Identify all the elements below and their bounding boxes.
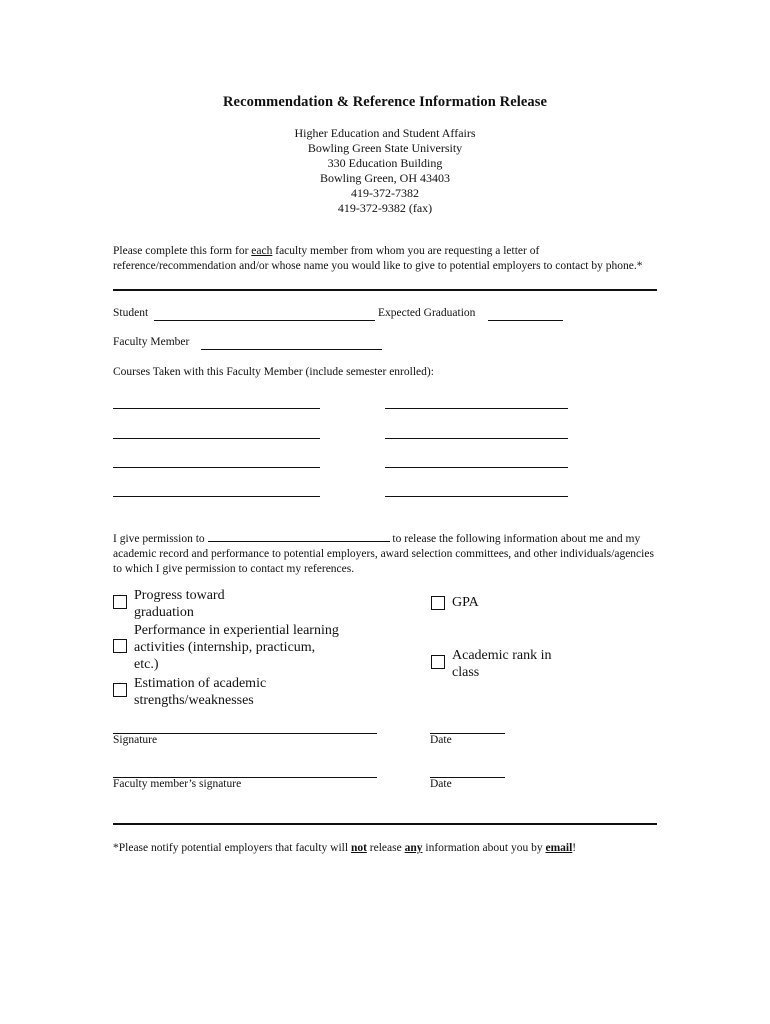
course-field-2-right[interactable] <box>385 438 568 439</box>
estimation-checkbox[interactable] <box>113 683 127 697</box>
faculty-member-label: Faculty Member <box>113 336 190 348</box>
estimation-label: Estimation of academic strengths/weaknesses <box>134 676 267 708</box>
performance-checkbox[interactable] <box>113 639 127 653</box>
form-title: Recommendation & Reference Information Release <box>222 94 548 110</box>
checkbox-row-rank[interactable] <box>431 647 581 681</box>
footer-text-3: information about you by <box>422 842 546 854</box>
progress-checkbox[interactable] <box>113 595 127 609</box>
checkbox-row-gpa[interactable] <box>431 594 581 611</box>
intro-emphasis: each <box>251 245 273 257</box>
intro-text-2: faculty member from whom you are requesting a letter of reference/recommendation and/or whose name you would like to give to potential employers to contact by phone.* <box>113 245 643 272</box>
performance-label: Performance in experiential learning activities (internship, practicum, etc.) <box>134 623 339 672</box>
courses-label: Courses Taken with this Faculty Member (include semester enrolled): <box>113 366 434 378</box>
footer-text-2: release <box>366 842 405 854</box>
top-divider <box>113 289 657 291</box>
intro-text-1: Please complete this form for <box>113 245 252 257</box>
expected-graduation-label: Expected Graduation <box>378 307 476 319</box>
address-university: Bowling Green State University <box>307 141 463 155</box>
address-block <box>0 126 770 216</box>
course-field-1-left[interactable] <box>113 408 320 409</box>
address-city: Bowling Green, OH 43403 <box>320 171 450 185</box>
course-field-3-right[interactable] <box>385 467 568 468</box>
course-field-2-left[interactable] <box>113 438 320 439</box>
expected-graduation-field[interactable] <box>488 320 563 321</box>
faculty-date-label: Date <box>430 778 452 790</box>
faculty-member-field[interactable] <box>201 349 382 350</box>
course-field-1-right[interactable] <box>385 408 568 409</box>
footer-email: email <box>545 842 573 854</box>
gpa-label: GPA <box>452 595 479 610</box>
progress-label: Progress toward graduation <box>134 588 225 620</box>
student-name-field[interactable] <box>154 320 375 321</box>
permission-recipient-field[interactable] <box>208 530 390 542</box>
footer-note <box>113 842 576 854</box>
course-field-4-left[interactable] <box>113 496 320 497</box>
address-building: 330 Education Building <box>327 156 443 170</box>
bottom-divider <box>113 823 657 825</box>
address-phone: 419-372-7382 <box>351 186 419 200</box>
footer-not: not <box>350 842 367 854</box>
student-label: Student <box>113 307 149 319</box>
checkbox-row-performance[interactable] <box>113 622 343 673</box>
signature-date-label: Date <box>430 734 452 746</box>
course-field-3-left[interactable] <box>113 467 320 468</box>
address-department: Higher Education and Student Affairs <box>294 126 476 140</box>
intro-paragraph <box>113 244 661 274</box>
rank-checkbox[interactable] <box>431 655 445 669</box>
signature-label: Signature <box>113 734 158 746</box>
checkbox-row-progress[interactable] <box>113 587 273 621</box>
address-fax: 419-372-9382 (fax) <box>337 201 433 215</box>
gpa-checkbox[interactable] <box>431 596 445 610</box>
rank-label: Academic rank in class <box>452 648 552 680</box>
permission-text-2: to release the following information about me and my academic record and performance to potential employers, award selection committees, and other individuals/agencies to which I give permission to contact my references. <box>113 533 654 575</box>
permission-paragraph <box>113 530 661 577</box>
footer-text-4: ! <box>572 842 577 854</box>
permission-text-1: I give permission to <box>113 533 205 545</box>
checkbox-row-estimation[interactable] <box>113 675 313 709</box>
course-field-4-right[interactable] <box>385 496 568 497</box>
faculty-signature-label: Faculty member’s signature <box>113 778 242 790</box>
footer-any: any <box>404 842 423 854</box>
footer-text-1: *Please notify potential employers that faculty will <box>113 842 351 854</box>
